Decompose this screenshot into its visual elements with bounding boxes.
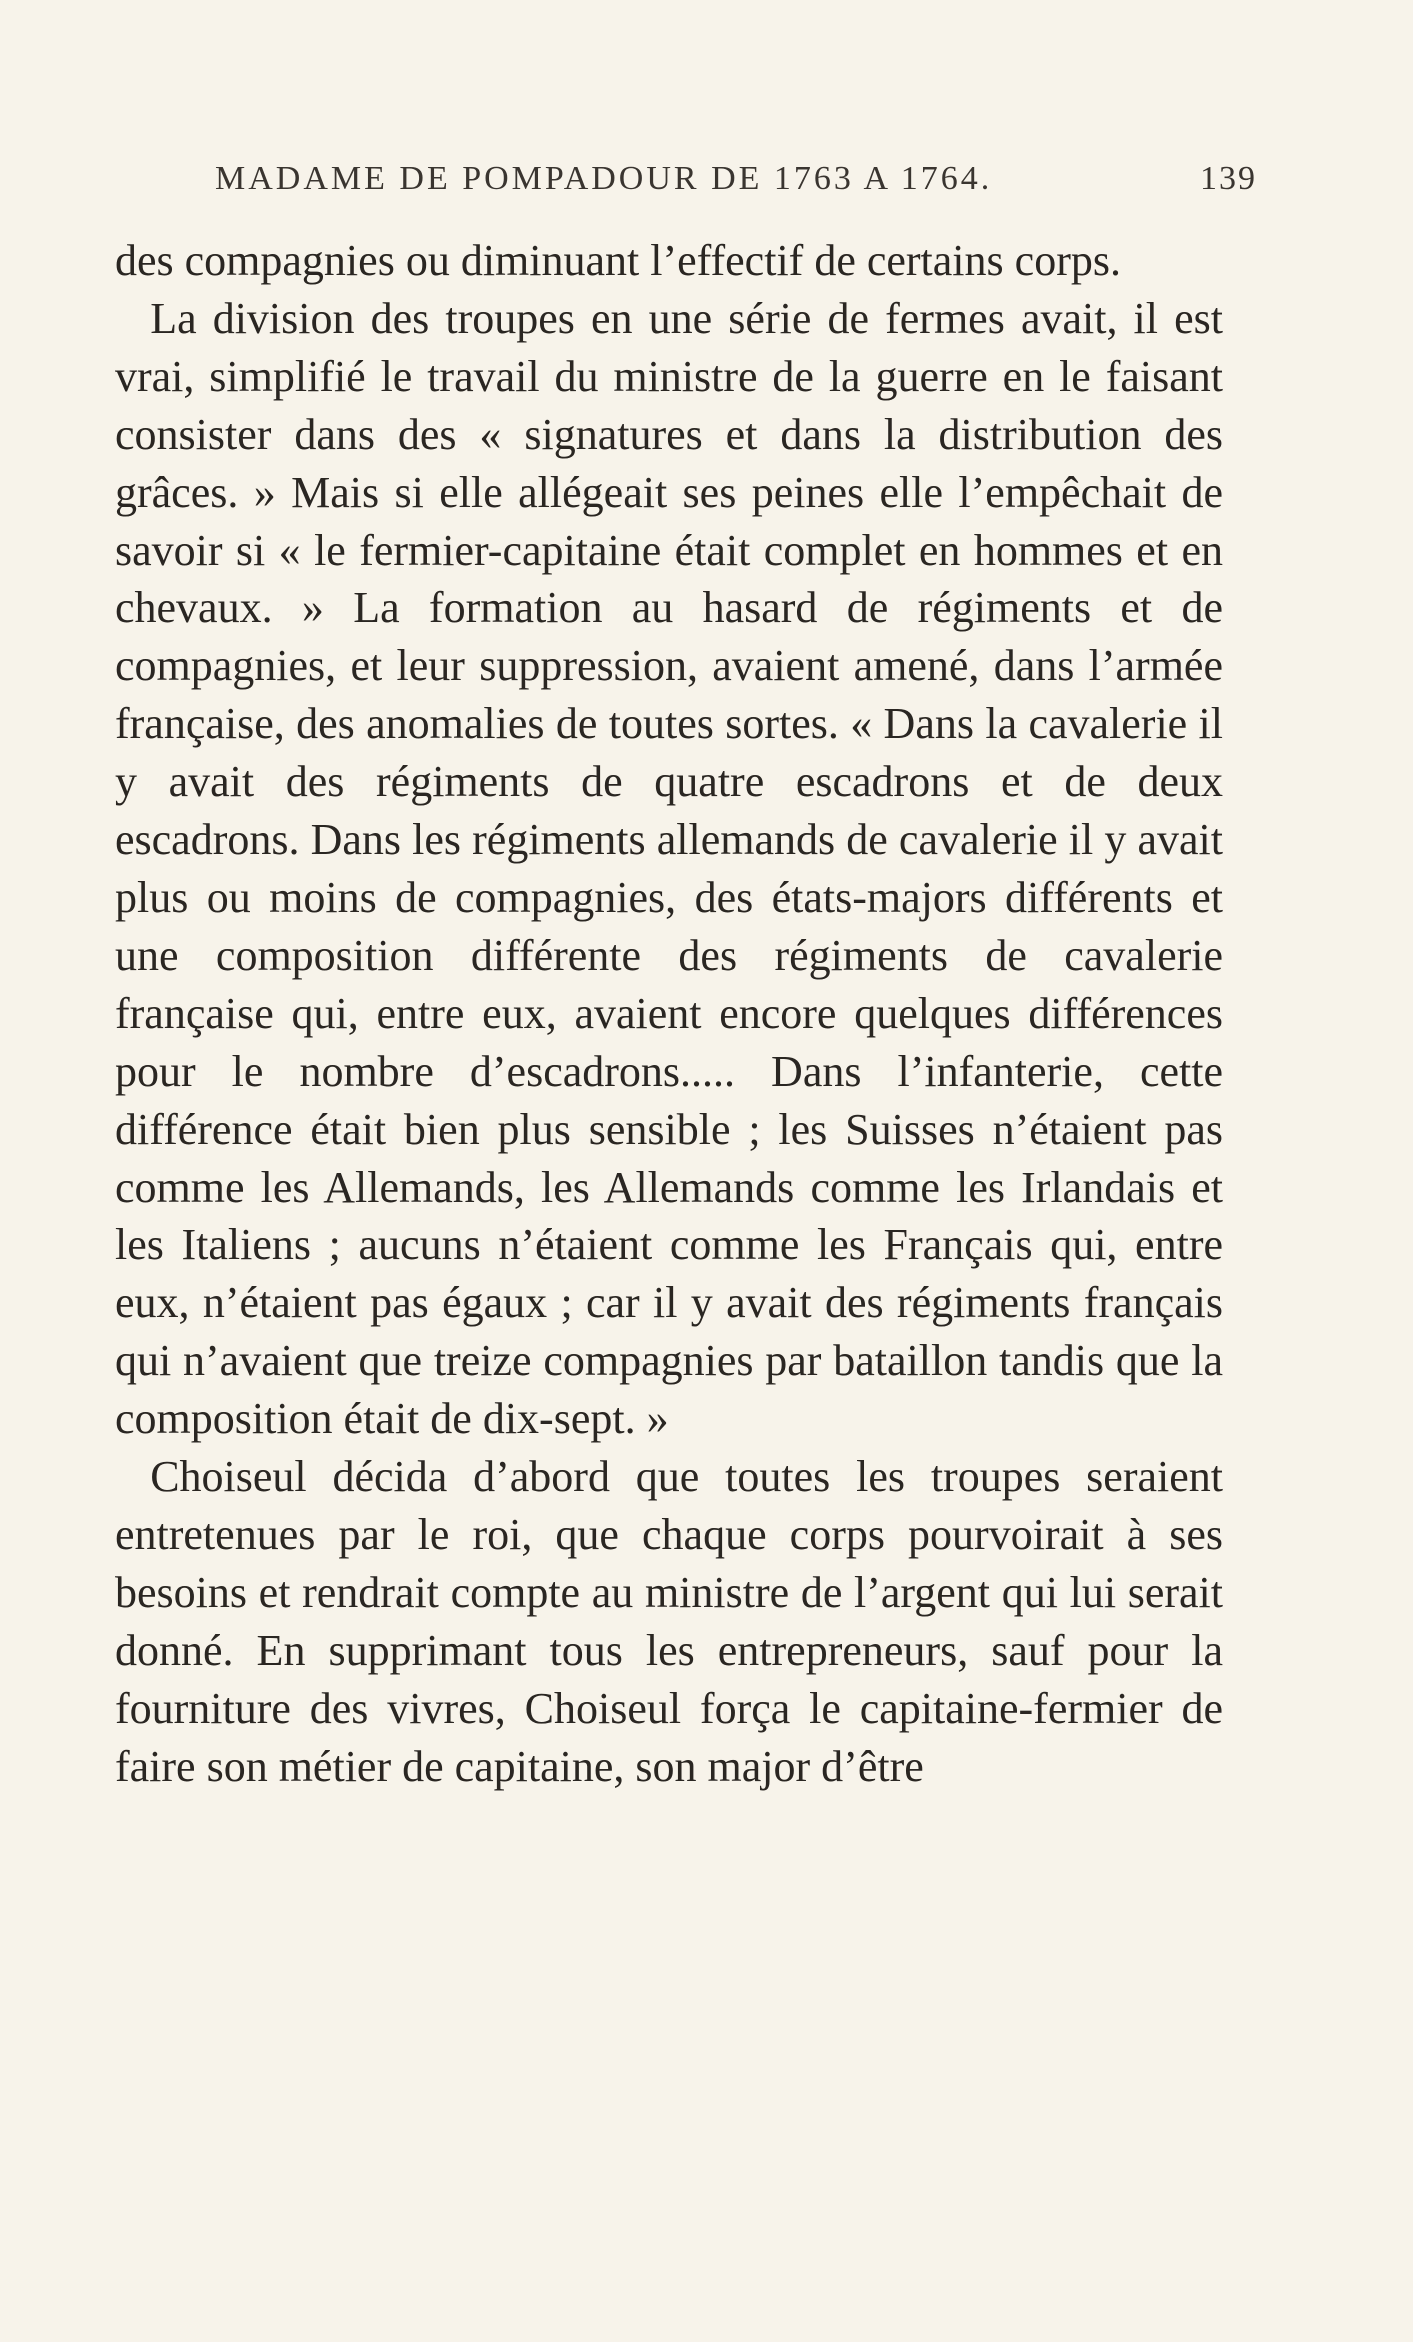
running-head: MADAME DE POMPADOUR DE 1763 A 1764.: [215, 160, 993, 197]
paragraph-troop-division: La division des troupes en une série de fermes avait, il est vrai, simplifié le travail du ministre de la guerre en le faisant consister dans des « signatures et dans la distribution des grâces. » Mais si elle allégeait ses peines elle l’empêchait de savoir si « le fermier-capitaine était complet en hommes et en chevaux. » La formation au hasard de régiments et de compagnies, et leur suppression, avaient amené, dans l’armée française, des anomalies de toutes sortes. « Dans la cavalerie il y avait des régiments de quatre escadrons et de deux escadrons. Dans les régiments allemands de cavalerie il y avait plus ou moins de compagnies, des états-majors différents et une composition différente des régiments de cavalerie française qui, entre eux, avaient encore quelques différences pour le nombre d’escadrons..... Dans l’infanterie, cette différence était bien plus sensible ; les Suisses n’étaient pas comme les Allemands, les Allemands comme les Irlandais et les Italiens ; aucuns n’étaient comme les Français qui, entre eux, n’étaient pas égaux ; car il y avait des régiments français qui n’avaient que treize compagnies par bataillon tandis que la composition était de dix-sept. »: [115, 293, 1223, 1444]
page-header: [215, 160, 1257, 198]
paragraph-continued: des compagnies ou diminuant l’effectif de certains corps.: [115, 236, 1121, 285]
body-text: [115, 232, 1223, 1795]
page-number: 139: [1200, 160, 1257, 197]
paragraph-choiseul: Choiseul décida d’abord que toutes les troupes seraient entretenues par le roi, que chaque corps pourvoirait à ses besoins et rendrait compte au ministre de l’argent qui lui serait donné. En supprimant tous les entrepreneurs, sauf pour la fourniture des vivres, Choiseul força le capitaine-fermier de faire son métier de capitaine, son major d’être: [115, 1452, 1223, 1791]
